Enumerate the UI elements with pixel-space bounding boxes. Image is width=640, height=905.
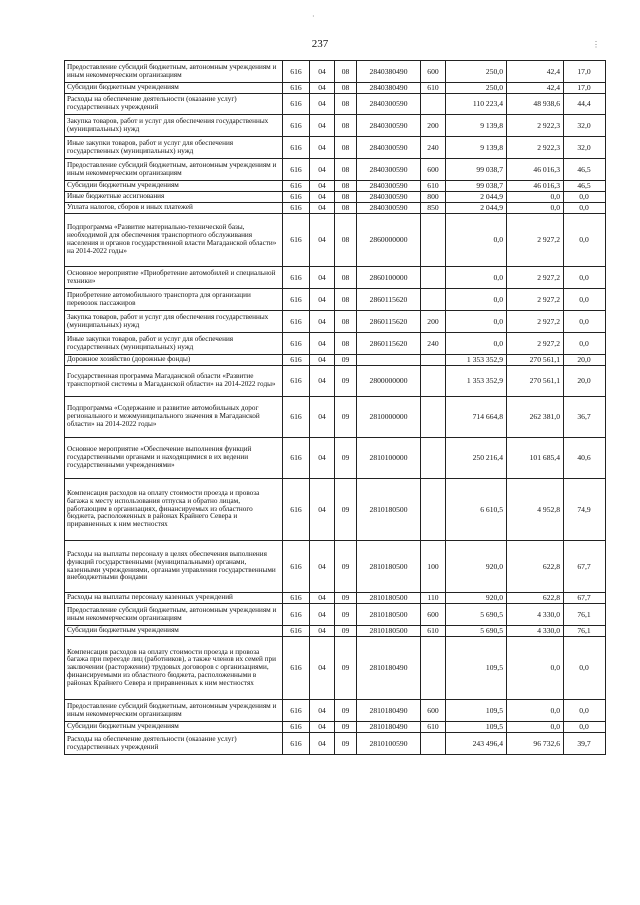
table-row — [65, 722, 606, 733]
cell-rz: 04 — [310, 355, 335, 366]
cell-rz: 04 — [310, 311, 335, 333]
cell-percent: 0,0 — [564, 192, 606, 203]
row-name: Государственная программа Магаданской области «Развитие транспортной системы в Магаданской области» на 2014-2022 годы» — [65, 366, 283, 397]
cell-vr — [421, 397, 446, 438]
table-row — [65, 333, 606, 355]
row-name: Компенсация расходов на оплату стоимости проезда и провоза багажа при переезде лиц (работников), а также членов их семей при заключении (расторжении) трудовых договоров с организациями, финансируемыми из областного бюджета, расположенными в районах Крайнего Севера и приравненных к ним местностях — [65, 637, 283, 700]
cell-fact: 4 952,8 — [507, 479, 564, 541]
cell-ved: 616 — [283, 61, 310, 83]
cell-pr: 09 — [335, 541, 357, 593]
cell-csr: 2810180500 — [357, 626, 421, 637]
cell-vr — [421, 637, 446, 700]
row-name: Предоставление субсидий бюджетным, автономным учреждениям и иным некоммерческим организациям — [65, 61, 283, 83]
cell-plan: 1 353 352,9 — [446, 355, 507, 366]
cell-vr: 240 — [421, 137, 446, 159]
cell-vr: 600 — [421, 159, 446, 181]
table-row — [65, 203, 606, 214]
cell-ved: 616 — [283, 366, 310, 397]
table-row — [65, 192, 606, 203]
cell-vr: 100 — [421, 541, 446, 593]
cell-csr: 2840380490 — [357, 61, 421, 83]
cell-fact: 2 922,3 — [507, 137, 564, 159]
cell-plan: 250 216,4 — [446, 438, 507, 479]
cell-rz: 04 — [310, 267, 335, 289]
cell-csr: 2860115620 — [357, 311, 421, 333]
cell-ved: 616 — [283, 637, 310, 700]
cell-vr: 610 — [421, 83, 446, 94]
cell-percent: 32,0 — [564, 137, 606, 159]
row-name: Приобретение автомобильного транспорта для организации перевозок пассажиров — [65, 289, 283, 311]
cell-vr: 200 — [421, 311, 446, 333]
cell-csr: 2810180500 — [357, 479, 421, 541]
cell-fact: 0,0 — [507, 722, 564, 733]
row-name: Субсидии бюджетным учреждениям — [65, 181, 283, 192]
cell-pr: 08 — [335, 61, 357, 83]
row-name: Иные закупки товаров, работ и услуг для обеспечения государственных (муниципальных) нужд — [65, 333, 283, 355]
table-row — [65, 137, 606, 159]
cell-rz: 04 — [310, 192, 335, 203]
cell-plan: 6 610,5 — [446, 479, 507, 541]
cell-plan: 9 139,8 — [446, 137, 507, 159]
row-name: Иные закупки товаров, работ и услуг для обеспечения государственных (муниципальных) нужд — [65, 137, 283, 159]
cell-fact: 4 330,0 — [507, 604, 564, 626]
cell-csr: 2840300590 — [357, 137, 421, 159]
cell-vr — [421, 289, 446, 311]
table-row — [65, 159, 606, 181]
cell-csr: 2840380490 — [357, 83, 421, 94]
cell-plan: 109,5 — [446, 700, 507, 722]
cell-percent: 0,0 — [564, 637, 606, 700]
cell-ved: 616 — [283, 626, 310, 637]
cell-percent: 39,7 — [564, 733, 606, 755]
cell-plan: 1 353 352,9 — [446, 366, 507, 397]
cell-csr: 2840300590 — [357, 181, 421, 192]
cell-plan: 920,0 — [446, 541, 507, 593]
cell-ved: 616 — [283, 137, 310, 159]
cell-rz: 04 — [310, 289, 335, 311]
cell-csr: 2810180500 — [357, 593, 421, 604]
cell-ved: 616 — [283, 438, 310, 479]
cell-percent: 17,0 — [564, 61, 606, 83]
cell-plan: 714 664,8 — [446, 397, 507, 438]
table-row — [65, 438, 606, 479]
cell-rz: 04 — [310, 181, 335, 192]
cell-csr: 2860000000 — [357, 214, 421, 267]
row-name: Основное мероприятие «Обеспечение выполнения функций государственными органами и находящимися в их ведении государственными учреждениями» — [65, 438, 283, 479]
cell-pr: 09 — [335, 604, 357, 626]
cell-rz: 04 — [310, 137, 335, 159]
cell-pr: 09 — [335, 366, 357, 397]
cell-csr: 2810180490 — [357, 722, 421, 733]
cell-plan: 5 690,5 — [446, 626, 507, 637]
cell-vr: 600 — [421, 700, 446, 722]
cell-ved: 616 — [283, 181, 310, 192]
cell-fact: 2 927,2 — [507, 289, 564, 311]
cell-percent: 46,5 — [564, 159, 606, 181]
cell-pr: 08 — [335, 83, 357, 94]
cell-pr: 08 — [335, 289, 357, 311]
row-name: Субсидии бюджетным учреждениям — [65, 83, 283, 94]
cell-plan: 243 496,4 — [446, 733, 507, 755]
row-name: Предоставление субсидий бюджетным, автономным учреждениям и иным некоммерческим организациям — [65, 159, 283, 181]
cell-plan: 0,0 — [446, 289, 507, 311]
cell-csr: 2810180490 — [357, 637, 421, 700]
cell-plan: 0,0 — [446, 333, 507, 355]
cell-plan: 0,0 — [446, 267, 507, 289]
cell-ved: 616 — [283, 311, 310, 333]
cell-pr: 08 — [335, 94, 357, 115]
cell-percent: 0,0 — [564, 333, 606, 355]
cell-percent: 0,0 — [564, 203, 606, 214]
cell-rz: 04 — [310, 593, 335, 604]
cell-plan: 99 038,7 — [446, 159, 507, 181]
cell-csr: 2810180500 — [357, 541, 421, 593]
row-name: Основное мероприятие «Приобретение автомобилей и специальной техники» — [65, 267, 283, 289]
cell-fact: 2 927,2 — [507, 333, 564, 355]
row-name: Предоставление субсидий бюджетным, автономным учреждениям и иным некоммерческим организациям — [65, 700, 283, 722]
cell-pr: 09 — [335, 438, 357, 479]
table-row — [65, 479, 606, 541]
cell-pr: 09 — [335, 593, 357, 604]
cell-fact: 0,0 — [507, 192, 564, 203]
cell-vr: 600 — [421, 604, 446, 626]
cell-rz: 04 — [310, 479, 335, 541]
table-row — [65, 366, 606, 397]
cell-csr: 2860100000 — [357, 267, 421, 289]
cell-plan: 5 690,5 — [446, 604, 507, 626]
cell-vr: 850 — [421, 203, 446, 214]
cell-ved: 616 — [283, 94, 310, 115]
row-name: Уплата налогов, сборов и иных платежей — [65, 203, 283, 214]
cell-fact: 2 927,2 — [507, 311, 564, 333]
cell-vr: 610 — [421, 722, 446, 733]
cell-fact: 2 922,3 — [507, 115, 564, 137]
cell-vr — [421, 214, 446, 267]
cell-ved: 616 — [283, 289, 310, 311]
table-row — [65, 267, 606, 289]
table-row — [65, 626, 606, 637]
cell-fact: 262 381,0 — [507, 397, 564, 438]
cell-plan: 250,0 — [446, 61, 507, 83]
row-name: Закупка товаров, работ и услуг для обеспечения государственных (муниципальных) нужд — [65, 311, 283, 333]
cell-vr: 240 — [421, 333, 446, 355]
cell-fact: 0,0 — [507, 700, 564, 722]
cell-ved: 616 — [283, 479, 310, 541]
cell-csr: 2810180490 — [357, 700, 421, 722]
cell-rz: 04 — [310, 722, 335, 733]
cell-percent: 44,4 — [564, 94, 606, 115]
cell-vr — [421, 733, 446, 755]
cell-rz: 04 — [310, 159, 335, 181]
cell-rz: 04 — [310, 83, 335, 94]
cell-plan: 109,5 — [446, 637, 507, 700]
cell-rz: 04 — [310, 733, 335, 755]
cell-plan: 2 044,9 — [446, 203, 507, 214]
cell-pr: 08 — [335, 159, 357, 181]
cell-csr: 2840300590 — [357, 94, 421, 115]
cell-rz: 04 — [310, 397, 335, 438]
row-name: Субсидии бюджетным учреждениям — [65, 626, 283, 637]
cell-csr — [357, 355, 421, 366]
cell-csr: 2800000000 — [357, 366, 421, 397]
cell-fact: 0,0 — [507, 637, 564, 700]
cell-pr: 08 — [335, 137, 357, 159]
cell-ved: 616 — [283, 192, 310, 203]
cell-fact: 42,4 — [507, 83, 564, 94]
cell-rz: 04 — [310, 700, 335, 722]
cell-vr: 610 — [421, 626, 446, 637]
row-name: Подпрограмма «Развитие материально-технической базы, необходимой для обеспечения транспортного обслуживания населения и органов государственной власти Магаданской области» на 2014-2022 годы» — [65, 214, 283, 267]
cell-fact: 48 938,6 — [507, 94, 564, 115]
table-row — [65, 289, 606, 311]
cell-percent: 0,0 — [564, 267, 606, 289]
cell-csr: 2810180500 — [357, 604, 421, 626]
cell-percent: 67,7 — [564, 593, 606, 604]
cell-pr: 08 — [335, 214, 357, 267]
cell-ved: 616 — [283, 604, 310, 626]
cell-fact: 270 561,1 — [507, 355, 564, 366]
cell-percent: 74,9 — [564, 479, 606, 541]
row-name: Подпрограмма «Содержание и развитие автомобильных дорог регионального и межмуниципального значения в Магаданской области» на 2014-2022 годы» — [65, 397, 283, 438]
cell-fact: 46 016,3 — [507, 181, 564, 192]
cell-plan: 9 139,8 — [446, 115, 507, 137]
cell-percent: 36,7 — [564, 397, 606, 438]
row-name: Дорожное хозяйство (дорожные фонды) — [65, 355, 283, 366]
cell-plan: 0,0 — [446, 214, 507, 267]
cell-rz: 04 — [310, 366, 335, 397]
budget-table — [64, 60, 606, 755]
cell-ved: 616 — [283, 214, 310, 267]
row-name: Субсидии бюджетным учреждениям — [65, 722, 283, 733]
cell-percent: 76,1 — [564, 604, 606, 626]
cell-fact: 96 732,6 — [507, 733, 564, 755]
cell-pr: 08 — [335, 181, 357, 192]
cell-pr: 09 — [335, 626, 357, 637]
cell-plan: 250,0 — [446, 83, 507, 94]
cell-vr — [421, 267, 446, 289]
cell-pr: 09 — [335, 637, 357, 700]
table-row — [65, 94, 606, 115]
table-row — [65, 355, 606, 366]
cell-csr: 2840300590 — [357, 203, 421, 214]
page-number: 237 — [311, 38, 329, 50]
table-row — [65, 311, 606, 333]
cell-vr — [421, 438, 446, 479]
cell-percent: 0,0 — [564, 311, 606, 333]
row-name: Предоставление субсидий бюджетным, автономным учреждениям и иным некоммерческим организациям — [65, 604, 283, 626]
cell-plan: 920,0 — [446, 593, 507, 604]
row-name: Расходы на обеспечение деятельности (оказание услуг) государственных учреждений — [65, 733, 283, 755]
cell-percent: 20,0 — [564, 366, 606, 397]
cell-ved: 616 — [283, 593, 310, 604]
cell-pr: 08 — [335, 115, 357, 137]
cell-pr: 09 — [335, 700, 357, 722]
cell-percent: 67,7 — [564, 541, 606, 593]
cell-ved: 616 — [283, 355, 310, 366]
cell-plan: 109,5 — [446, 722, 507, 733]
cell-csr: 2810000000 — [357, 397, 421, 438]
cell-ved: 616 — [283, 115, 310, 137]
cell-pr: 09 — [335, 479, 357, 541]
cell-fact: 2 927,2 — [507, 267, 564, 289]
cell-percent: 20,0 — [564, 355, 606, 366]
scan-speck: · — [312, 12, 315, 21]
cell-fact: 42,4 — [507, 61, 564, 83]
cell-vr: 800 — [421, 192, 446, 203]
table-row — [65, 541, 606, 593]
cell-percent: 32,0 — [564, 115, 606, 137]
cell-fact: 0,0 — [507, 203, 564, 214]
cell-plan: 110 223,4 — [446, 94, 507, 115]
cell-rz: 04 — [310, 604, 335, 626]
table-row — [65, 397, 606, 438]
table-row — [65, 181, 606, 192]
cell-pr: 08 — [335, 267, 357, 289]
cell-csr: 2810100000 — [357, 438, 421, 479]
cell-rz: 04 — [310, 61, 335, 83]
cell-percent: 46,5 — [564, 181, 606, 192]
cell-fact: 622,8 — [507, 541, 564, 593]
cell-vr — [421, 479, 446, 541]
cell-pr: 09 — [335, 733, 357, 755]
cell-rz: 04 — [310, 626, 335, 637]
table-row — [65, 700, 606, 722]
row-name: Закупка товаров, работ и услуг для обеспечения государственных (муниципальных) нужд — [65, 115, 283, 137]
cell-ved: 616 — [283, 541, 310, 593]
cell-percent: 0,0 — [564, 289, 606, 311]
cell-rz: 04 — [310, 541, 335, 593]
cell-pr: 09 — [335, 355, 357, 366]
row-name: Иные бюджетные ассигнования — [65, 192, 283, 203]
cell-csr: 2860115620 — [357, 333, 421, 355]
cell-rz: 04 — [310, 438, 335, 479]
cell-ved: 616 — [283, 333, 310, 355]
table-row — [65, 733, 606, 755]
cell-percent: 17,0 — [564, 83, 606, 94]
cell-ved: 616 — [283, 733, 310, 755]
cell-pr: 08 — [335, 311, 357, 333]
table-row — [65, 115, 606, 137]
cell-percent: 0,0 — [564, 722, 606, 733]
cell-plan: 99 038,7 — [446, 181, 507, 192]
cell-pr: 08 — [335, 203, 357, 214]
cell-rz: 04 — [310, 94, 335, 115]
cell-vr — [421, 355, 446, 366]
cell-ved: 616 — [283, 159, 310, 181]
cell-ved: 616 — [283, 83, 310, 94]
cell-csr: 2860115620 — [357, 289, 421, 311]
cell-rz: 04 — [310, 115, 335, 137]
cell-rz: 04 — [310, 203, 335, 214]
cell-fact: 270 561,1 — [507, 366, 564, 397]
table-row — [65, 604, 606, 626]
scan-speck: ⋮ — [592, 40, 600, 49]
cell-ved: 616 — [283, 203, 310, 214]
cell-ved: 616 — [283, 700, 310, 722]
cell-percent: 76,1 — [564, 626, 606, 637]
cell-vr: 600 — [421, 61, 446, 83]
cell-pr: 08 — [335, 192, 357, 203]
cell-pr: 09 — [335, 722, 357, 733]
table-row — [65, 83, 606, 94]
cell-plan: 0,0 — [446, 311, 507, 333]
cell-ved: 616 — [283, 722, 310, 733]
table-row — [65, 61, 606, 83]
cell-pr: 09 — [335, 397, 357, 438]
cell-rz: 04 — [310, 637, 335, 700]
row-name: Расходы на выплаты персоналу казенных учреждений — [65, 593, 283, 604]
table-row — [65, 593, 606, 604]
cell-ved: 616 — [283, 397, 310, 438]
table-row — [65, 214, 606, 267]
cell-vr — [421, 366, 446, 397]
cell-pr: 08 — [335, 333, 357, 355]
cell-fact: 622,8 — [507, 593, 564, 604]
cell-percent: 40,6 — [564, 438, 606, 479]
cell-csr: 2840300590 — [357, 192, 421, 203]
cell-vr: 110 — [421, 593, 446, 604]
cell-percent: 0,0 — [564, 214, 606, 267]
cell-fact: 46 016,3 — [507, 159, 564, 181]
cell-fact: 4 330,0 — [507, 626, 564, 637]
cell-csr: 2810100590 — [357, 733, 421, 755]
cell-vr — [421, 94, 446, 115]
row-name: Компенсация расходов на оплату стоимости проезда и провоза багажа к месту использования отпуска и обратно лицам, работающим в организациях, финансируемых из областного бюджета, расположенных в районах Крайнего Севера и приравненных к ним местностях — [65, 479, 283, 541]
cell-vr: 200 — [421, 115, 446, 137]
row-name: Расходы на обеспечение деятельности (оказание услуг) государственных учреждений — [65, 94, 283, 115]
cell-plan: 2 044,9 — [446, 192, 507, 203]
cell-percent: 0,0 — [564, 700, 606, 722]
cell-rz: 04 — [310, 214, 335, 267]
row-name: Расходы на выплаты персоналу в целях обеспечения выполнения функций государственными (муниципальными) органами, казенными учреждениями, органами управления государственными внебюджетными фондами — [65, 541, 283, 593]
cell-vr: 610 — [421, 181, 446, 192]
cell-fact: 2 927,2 — [507, 214, 564, 267]
cell-csr: 2840300590 — [357, 159, 421, 181]
cell-fact: 101 685,4 — [507, 438, 564, 479]
cell-rz: 04 — [310, 333, 335, 355]
cell-csr: 2840300590 — [357, 115, 421, 137]
cell-ved: 616 — [283, 267, 310, 289]
table-row — [65, 637, 606, 700]
